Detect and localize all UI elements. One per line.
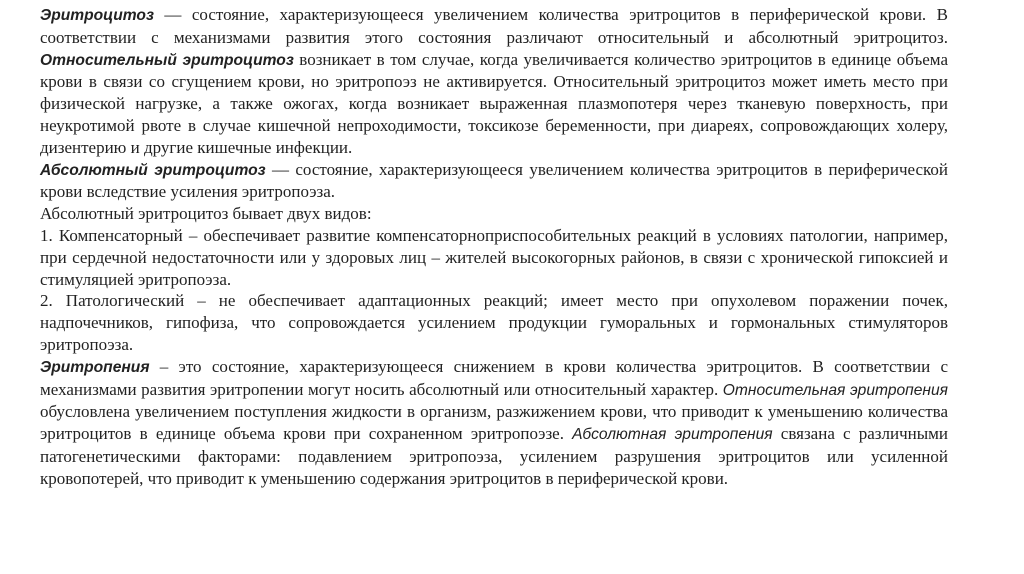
paragraph-text: возникает в том случае, когда увеличивается количество эритроцитов в единице объема крови в связи со сгущением крови, но эритропоэз не активируется. Относительный эритроцитоз может иметь место при физической нагрузке, а также ожогах, когда возникает выраженная плазмопотеря через тканевую поверхность, при неукротимой рвоте в случае кишечной непроходимости, токсикозе беременности, при диареях, сопровождающих холеру, дизентерию и другие кишечные инфекции. xyxy=(40,49,948,157)
term-relative-erythrocytosis: Относительный эритроцитоз xyxy=(40,51,294,69)
paragraph-text: связана с различными патогенетическими факторами: подавлением эритропоэза, усилением разрушения эритроцитов или усиленной кровопотерей, что приводит к уменьшению содержания эритроцитов в периферической крови. xyxy=(40,424,949,488)
paragraph-text: — состояние, характеризующееся увеличением количества эритроцитов в периферической крови вследствие усиления эритропоэза. xyxy=(40,159,948,202)
paragraph-text: обусловлена увеличением поступления жидкости в организм, разжижением крови, что приводит к уменьшению количества эритроцитов в единице объема крови при сохраненном эритропоэзе. xyxy=(40,402,948,444)
term-absolute-erythropenia: Абсолютная эритропения xyxy=(572,426,773,444)
paragraph-types-intro: Абсолютный эритроцитоз бывает двух видов: xyxy=(40,204,372,224)
paragraph-text: — состояние, характеризующееся увеличением количества эритроцитов в периферической крови. В соответствии с механизмами развития этого состояния различают относительный и абсолютный эритроцитоз. xyxy=(40,5,948,47)
paragraph-erythropenia xyxy=(40,356,948,490)
list-item-pathological: 2. Патологический – не обеспечивает адаптационных реакций; имеет место при опухолевом поражении почек, надпочечников, гипофиза, что сопровождается усилением продукции гуморальных и гормональных стимуляторов эритропоэза. xyxy=(40,291,948,354)
term-erythrocytosis: Эритроцитоз xyxy=(40,7,154,24)
document-page xyxy=(40,4,948,490)
paragraph-erythrocytosis-definition xyxy=(40,4,948,159)
term-absolute-erythrocytosis: Абсолютный эритроцитоз xyxy=(40,161,266,179)
term-relative-erythropenia: Относительная эритропения xyxy=(722,381,949,399)
term-erythropenia: Эритропения xyxy=(40,358,150,376)
paragraph-text: – это состояние, характеризующееся снижением в крови количества эритроцитов. В соответствии с механизмами развития эритропении могут носить абсолютный или относительный характер. xyxy=(40,356,948,399)
list-item-compensatory: 1. Компенсаторный – обеспечивает развитие компенсаторноприспособительных реакций в условиях патологии, например, при сердечной недостаточности или у здоровых лиц – жителей высокогорных районов, в связи с хронической гипоксией и стимуляцией эритропоэза. xyxy=(40,225,948,289)
paragraph-absolute-erythrocytosis xyxy=(40,159,948,204)
